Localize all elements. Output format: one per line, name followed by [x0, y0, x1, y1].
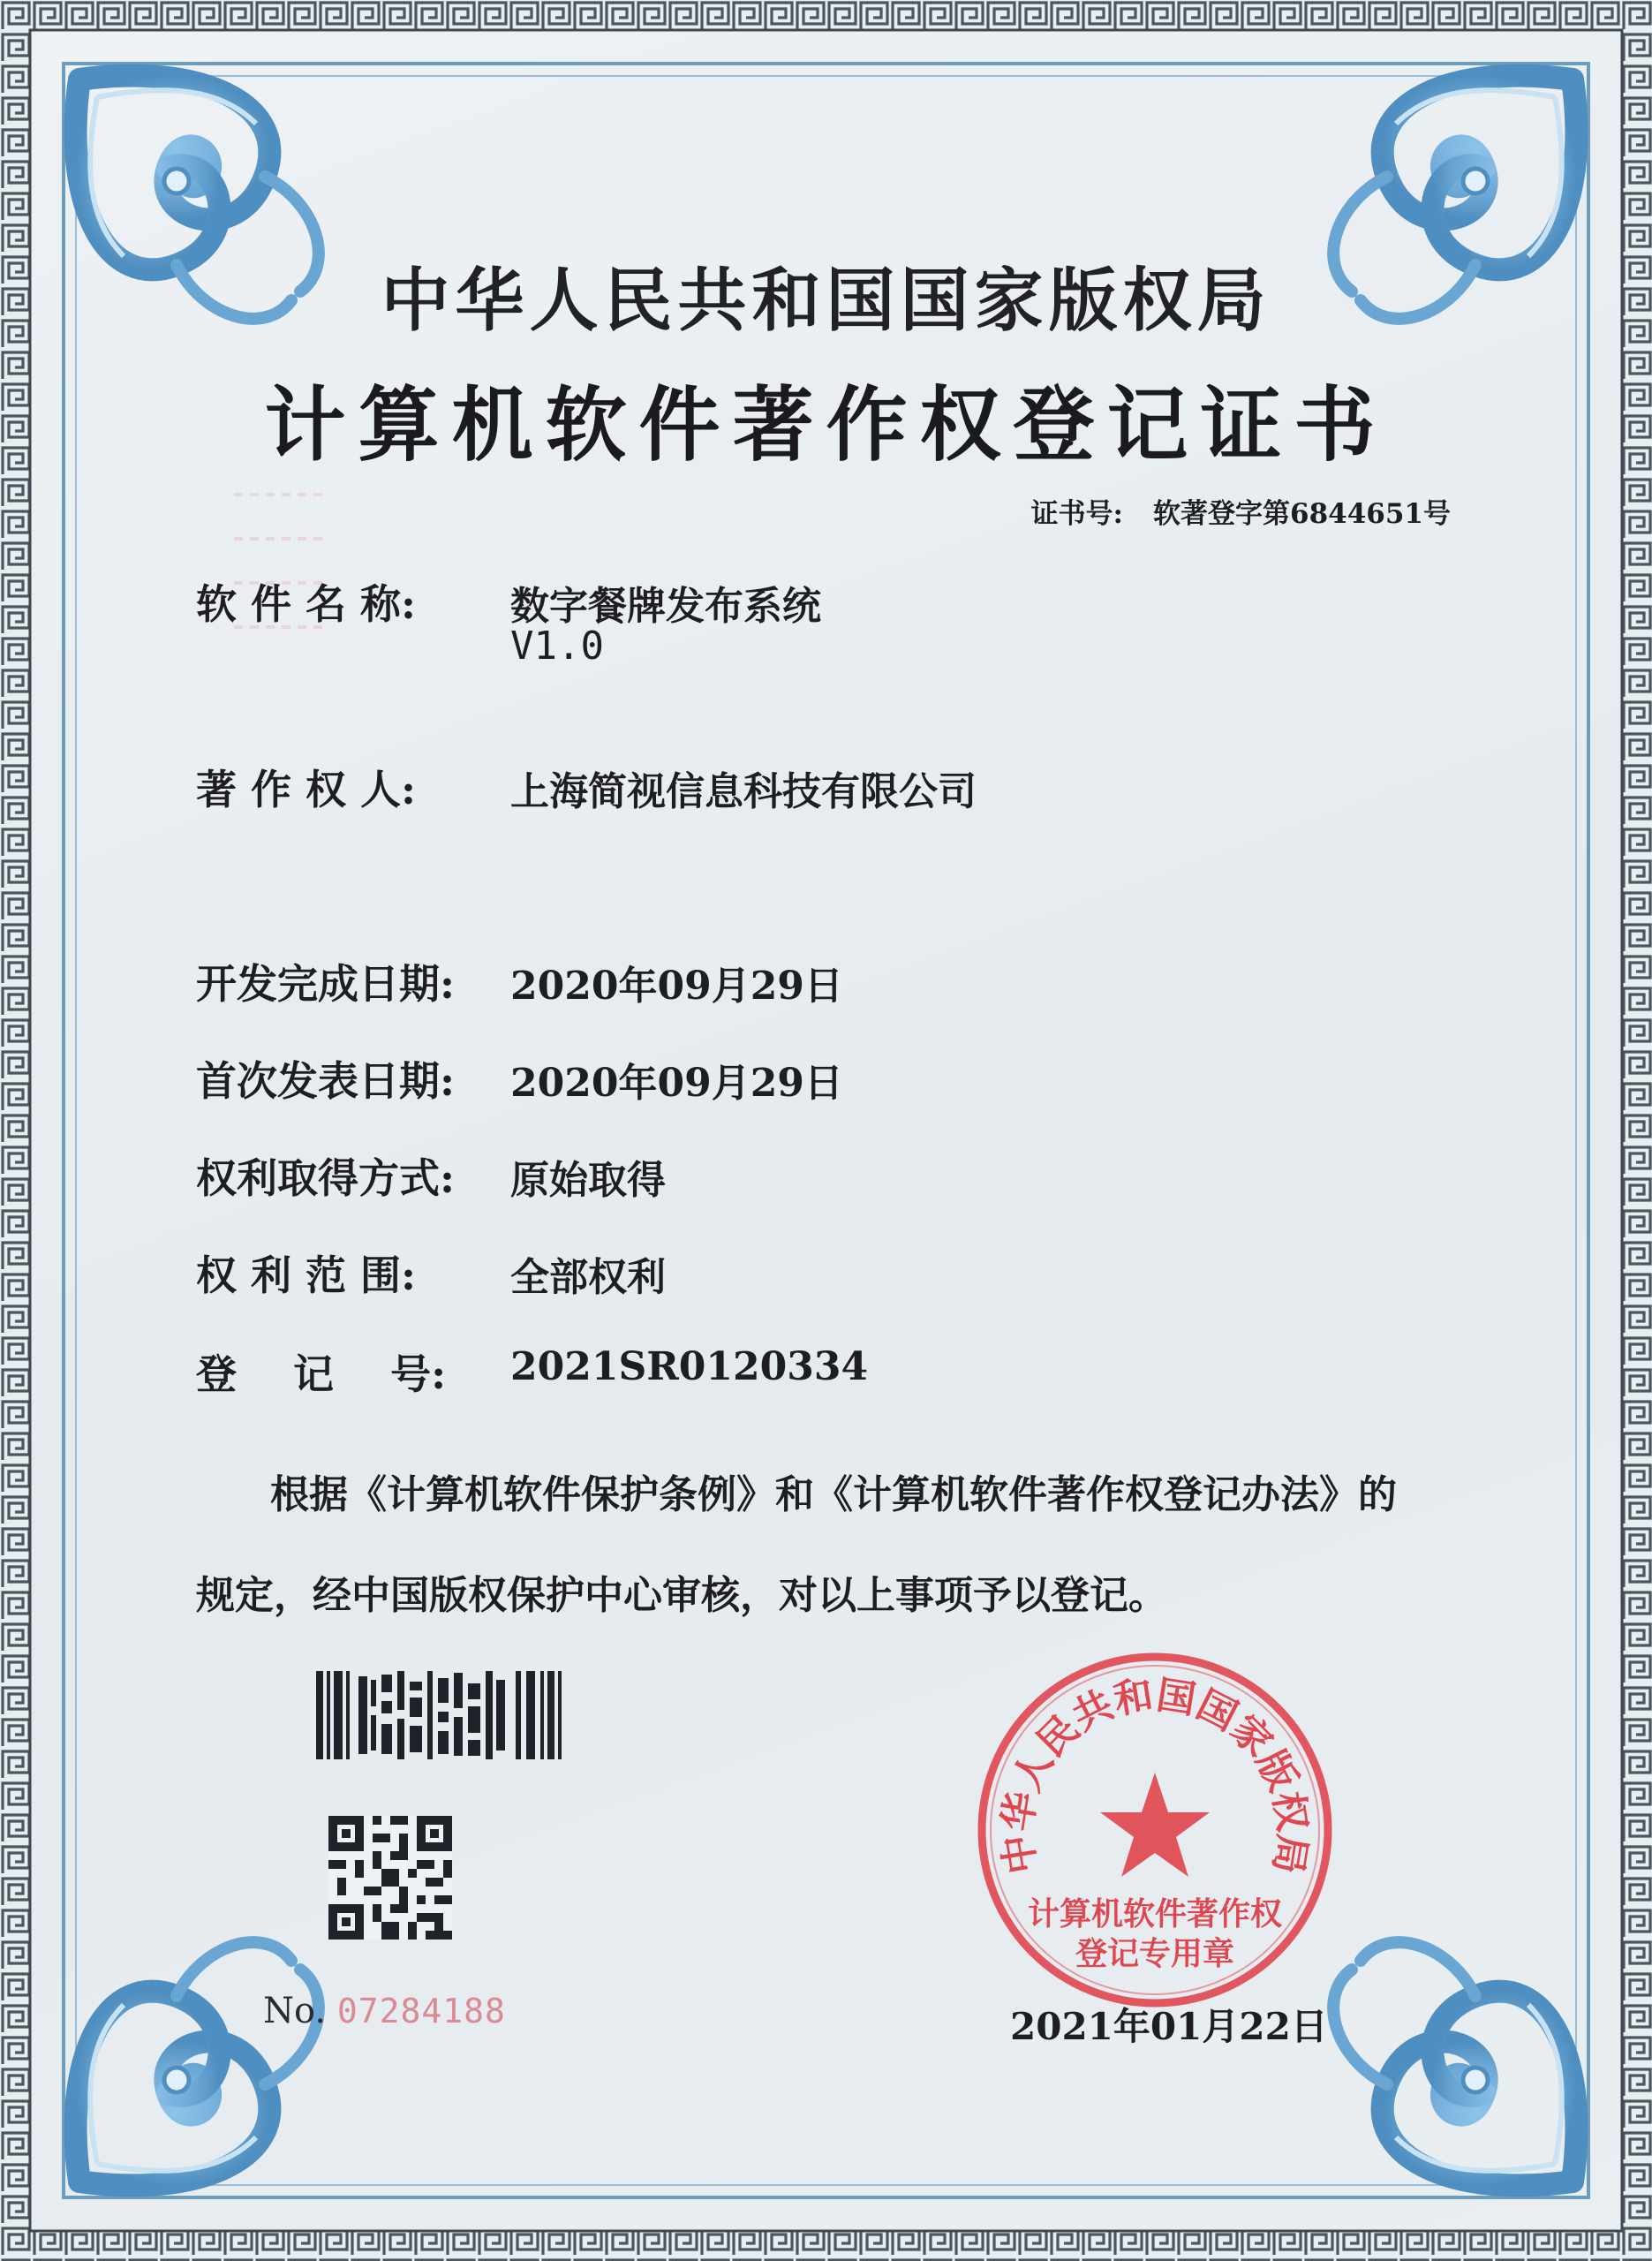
- seal-ring-text: 中华人民共和国国家版权局: [995, 1673, 1315, 1877]
- issue-date: 2021年01月22日: [1010, 2005, 1328, 2048]
- barcode-icon: [316, 1671, 563, 1759]
- seal-center-line-1: 计算机软件著作权: [1027, 1896, 1283, 1932]
- serial-prefix: No.: [263, 1991, 327, 2031]
- field-label-copyright-owner: 著 作 权 人:: [196, 766, 417, 813]
- field-value-software-name: 数字餐牌发布系统: [510, 584, 821, 629]
- corner-ornament-bottom-left: [76, 1942, 319, 2185]
- field-value-rights-scope: 全部权利: [510, 1255, 666, 1300]
- field-label-completion-date: 开发完成日期:: [196, 960, 455, 1008]
- field-value-software-version: V1.0: [510, 624, 604, 669]
- field-label-publication-date: 首次发表日期:: [196, 1057, 455, 1105]
- certificate-number: [1031, 491, 1451, 531]
- issuing-authority: 中华人民共和国国家版权局: [381, 261, 1271, 341]
- qr-code-icon: [328, 1816, 452, 1940]
- corner-ornament-bottom-right: [1333, 1942, 1576, 2185]
- statement-line-2: 规定，经中国版权保护中心审核，对以上事项予以登记。: [196, 1573, 1167, 1618]
- star-icon: [1100, 1773, 1210, 1877]
- field-value-registration-number: 2021SR0120334: [510, 1344, 869, 1389]
- serial-number-value: 07284188: [336, 1992, 506, 2030]
- field-label-acquisition-method: 权利取得方式:: [196, 1154, 455, 1202]
- certificate-title: 计算机软件著作权登记证书: [264, 377, 1388, 473]
- seal-center-line-2: 登记专用章: [1075, 1936, 1235, 1971]
- field-value-completion-date: 2020年09月29日: [510, 964, 843, 1009]
- faint-red-impression: [216, 468, 340, 671]
- field-label-software-name: 软 件 名 称:: [196, 580, 417, 628]
- field-label-registration-number: 登 记 号:: [196, 1350, 447, 1398]
- field-value-acquisition-method: 原始取得: [510, 1158, 666, 1203]
- official-seal: [969, 1645, 1340, 2015]
- statement-line-1: 根据《计算机软件保护条例》和《计算机软件著作权登记办法》的: [270, 1472, 1397, 1517]
- cert-no-label: 证书号:: [1030, 498, 1123, 530]
- serial-number: [263, 1991, 506, 2031]
- field-label-rights-scope: 权 利 范 围:: [196, 1251, 417, 1299]
- cert-no-value: 软著登字第6844651号: [1153, 498, 1451, 530]
- field-value-publication-date: 2020年09月29日: [510, 1061, 843, 1106]
- field-value-copyright-owner: 上海简视信息科技有限公司: [510, 769, 977, 814]
